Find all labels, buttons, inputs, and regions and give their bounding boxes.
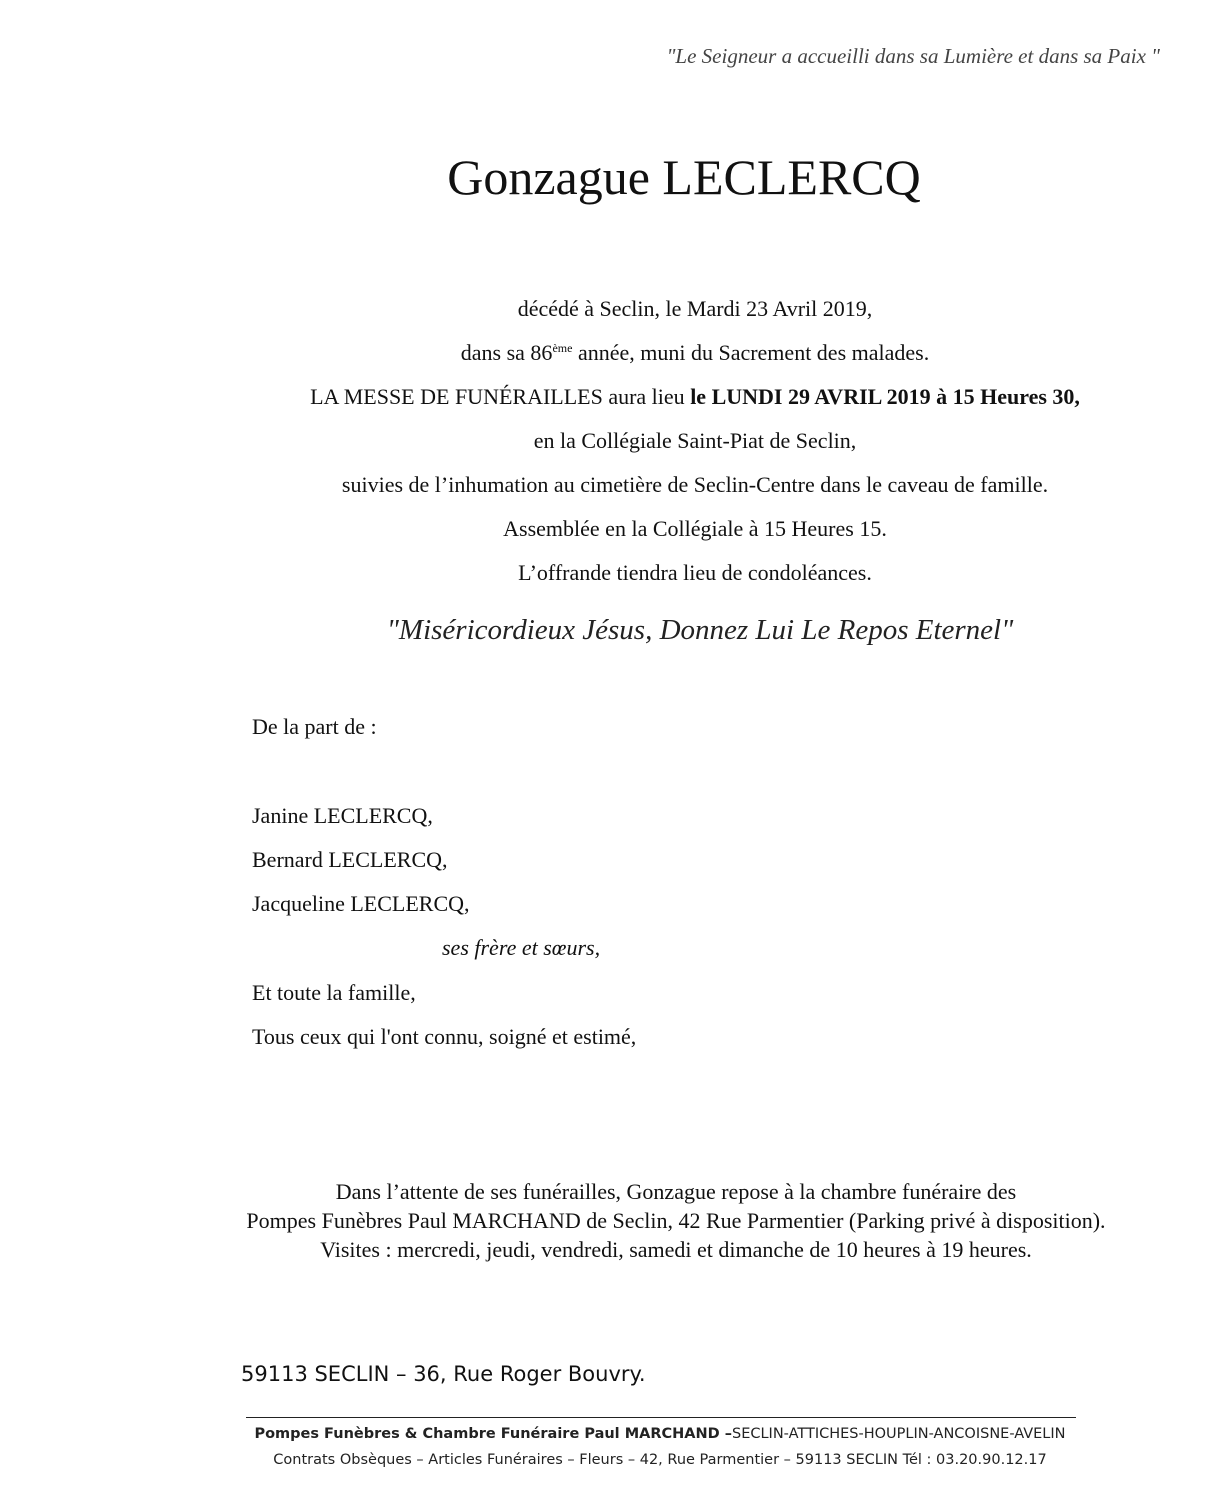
announcement-line-offering: L’offrande tiendra lieu de condoléances. <box>518 560 872 585</box>
announcement-line-age <box>0 340 1214 366</box>
announcement-line-church: en la Collégiale Saint-Piat de Seclin, <box>533 428 857 453</box>
siblings-note: ses frère et sœurs, <box>442 935 601 960</box>
footer-divider <box>246 1417 1076 1418</box>
family-member: Jacqueline LECLERCQ, <box>252 891 470 916</box>
family-member: Janine LECLERCQ, <box>252 803 433 828</box>
family-line: Tous ceux qui l'ont connu, soigné et estimé, <box>252 1024 637 1049</box>
announcement-line-burial: suivies de l’inhumation au cimetière de Seclin-Centre dans le caveau de famille. <box>341 472 1049 497</box>
mass-intro: LA MESSE DE FUNÉRAILLES aura lieu <box>310 384 691 409</box>
deceased-name: Gonzague LECLERCQ <box>447 149 921 205</box>
visiting-hours: Visites : mercredi, jeudi, vendredi, samedi et dimanche de 10 heures à 19 heures. <box>320 1237 1032 1262</box>
age-prefix: dans sa 86 <box>460 340 553 365</box>
announcement-line-death: décédé à Seclin, le Mardi 23 Avril 2019, <box>517 296 873 321</box>
age-suffix: année, muni du Sacrement des malades. <box>572 340 930 365</box>
footer-locations: SECLIN-ATTICHES-HOUPLIN-ANCOISNE-AVELIN <box>731 1426 1066 1442</box>
company-address: 59113 SECLIN – 36, Rue Roger Bouvry. <box>241 1362 646 1386</box>
footer-company-name: Pompes Funèbres & Chambre Funéraire Paul MARCHAND – <box>254 1426 732 1442</box>
family-member: Bernard LECLERCQ, <box>252 847 448 872</box>
waiting-line: Pompes Funèbres Paul MARCHAND de Seclin, 42 Rue Parmentier (Parking privé à disposition). <box>246 1208 1106 1233</box>
age-ordinal: ème <box>552 341 573 355</box>
from-label: De la part de : <box>252 714 377 739</box>
prayer-quote: "Miséricordieux Jésus, Donnez Lui Le Repos Eternel" <box>386 614 1014 646</box>
announcement-line-assembly: Assemblée en la Collégiale à 15 Heures 15. <box>503 516 887 541</box>
footer-company-line <box>0 1426 1214 1442</box>
footer-services-line: Contrats Obsèques – Articles Funéraires – Fleurs – 42, Rue Parmentier – 59113 SECLIN Tél : 03.20.90.12.17 <box>273 1452 1047 1468</box>
waiting-line: Dans l’attente de ses funérailles, Gonzague repose à la chambre funéraire des <box>335 1179 1017 1204</box>
family-line: Et toute la famille, <box>252 980 416 1005</box>
mass-date: le LUNDI 29 AVRIL 2019 à 15 Heures 30, <box>690 384 1080 409</box>
epigraph-quote: "Le Seigneur a accueilli dans sa Lumière et dans sa Paix " <box>666 44 1160 68</box>
announcement-line-mass <box>0 384 1214 410</box>
